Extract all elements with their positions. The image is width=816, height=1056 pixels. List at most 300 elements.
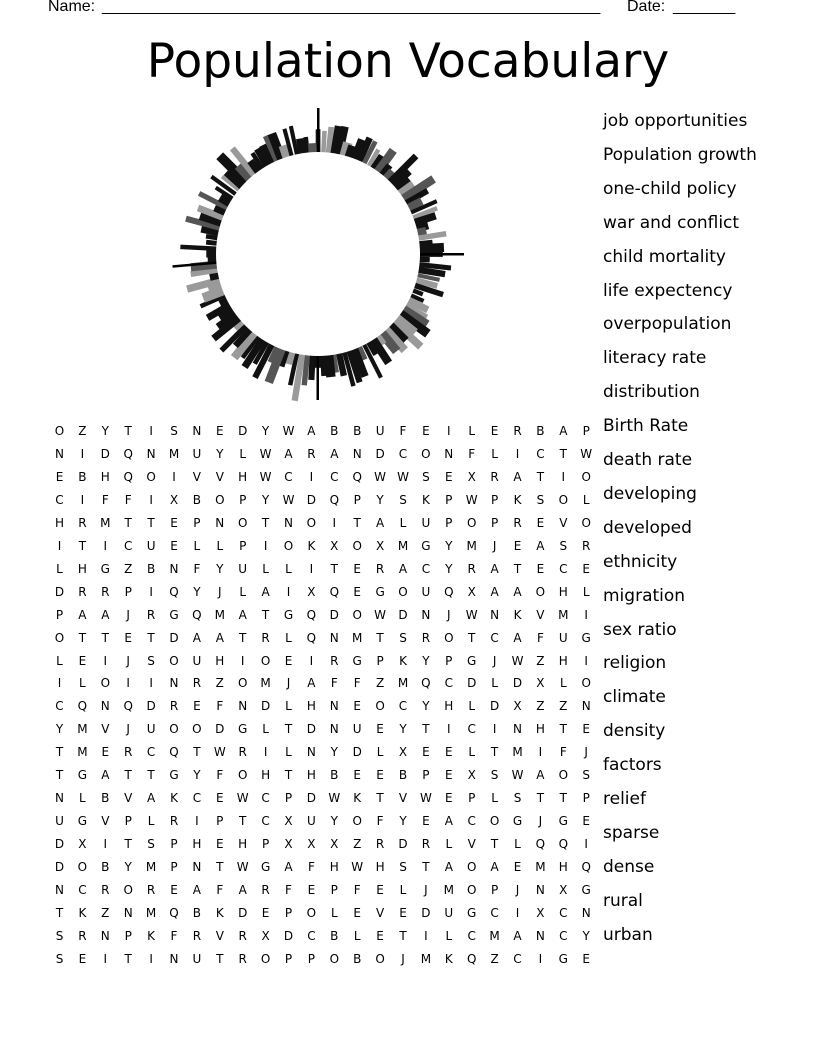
grid-letter: Y	[422, 699, 430, 714]
grid-letter: V	[215, 469, 224, 484]
grid-letter: O	[558, 492, 569, 507]
grid-letter: B	[78, 469, 87, 484]
name-line: ________________________________________________________	[102, 0, 601, 15]
grid-letter: H	[535, 722, 545, 737]
grid-letter: K	[399, 653, 407, 668]
grid-letter: Y	[261, 424, 270, 438]
grid-letter: O	[237, 768, 248, 783]
grid-letter: U	[238, 561, 248, 576]
grid-letter: R	[582, 538, 591, 553]
grid-letter: A	[238, 883, 247, 897]
grid-letter: E	[78, 653, 87, 668]
grid-letter: C	[559, 561, 568, 576]
grid-letter: T	[468, 630, 476, 645]
grid-letter: X	[536, 676, 545, 691]
grid-letter: Y	[399, 814, 407, 829]
grid-letter: F	[353, 676, 361, 691]
grid-letter: T	[216, 860, 224, 875]
grid-letter: T	[559, 446, 567, 461]
grid-letter: H	[192, 837, 202, 852]
grid-letter: Q	[306, 607, 317, 622]
grid-letter: N	[169, 561, 179, 576]
grid-letter: P	[490, 883, 499, 897]
grid-letter: T	[422, 722, 430, 737]
grid-letter: D	[238, 424, 248, 438]
grid-letter: I	[263, 745, 268, 760]
grid-letter: Q	[169, 745, 179, 760]
grid-letter: G	[421, 538, 431, 553]
grid-letter: U	[306, 814, 316, 829]
grid-letter: E	[170, 538, 178, 553]
grid-letter: W	[465, 607, 478, 622]
grid-letter: F	[468, 446, 476, 461]
header-fields	[48, 0, 748, 20]
grid-letter: Q	[123, 699, 133, 714]
grid-letter: N	[55, 791, 64, 806]
grid-letter: D	[238, 905, 248, 920]
grid-letter: I	[126, 676, 130, 691]
grid-letter: L	[239, 584, 247, 599]
grid-letter: H	[558, 584, 568, 599]
grid-letter: A	[192, 630, 201, 645]
grid-letter: B	[330, 928, 339, 943]
grid-letter: I	[561, 469, 566, 484]
grid-letter: R	[261, 630, 270, 645]
grid-letter: A	[101, 607, 110, 622]
grid-letter: M	[489, 928, 500, 943]
grid-letter: C	[146, 745, 156, 760]
grid-letter: D	[100, 446, 110, 461]
grid-letter: D	[260, 699, 271, 714]
grid-letter: A	[101, 768, 110, 783]
grid-letter: Q	[192, 607, 202, 622]
grid-letter: A	[513, 584, 522, 599]
grid-letter: T	[124, 515, 132, 530]
grid-letter: K	[170, 791, 178, 806]
grid-letter: O	[375, 951, 385, 966]
grid-letter: I	[57, 538, 62, 553]
grid-letter: T	[536, 469, 545, 484]
grid-letter: A	[490, 584, 499, 599]
grid-letter: L	[330, 905, 338, 920]
grid-letter: Z	[490, 951, 499, 966]
grid-letter: O	[352, 814, 362, 829]
grid-letter: X	[513, 699, 522, 714]
grid-letter: O	[215, 492, 225, 507]
grid-letter: N	[215, 515, 225, 530]
grid-letter: R	[330, 653, 339, 668]
grid-letter: M	[77, 722, 88, 737]
grid-letter: Z	[101, 905, 110, 920]
grid-letter: I	[447, 722, 451, 737]
grid-letter: T	[124, 424, 132, 438]
grid-letter: T	[513, 561, 522, 576]
word-list-item: Population growth	[603, 144, 757, 165]
grid-letter: Y	[376, 492, 384, 507]
grid-letter: M	[535, 860, 546, 875]
grid-letter: X	[375, 538, 385, 553]
grid-letter: F	[353, 883, 361, 897]
grid-letter: Y	[445, 538, 453, 553]
grid-letter: E	[170, 515, 178, 530]
grid-letter: E	[582, 951, 590, 966]
grid-letter: L	[399, 883, 407, 897]
grid-letter: R	[467, 561, 476, 576]
grid-letter: K	[215, 905, 224, 920]
grid-letter: I	[492, 722, 497, 737]
grid-letter: U	[558, 630, 568, 645]
grid-letter: I	[149, 492, 153, 507]
grid-letter: M	[77, 745, 88, 760]
grid-letter: N	[55, 446, 64, 461]
grid-letter: G	[467, 905, 477, 920]
grid-letter: I	[584, 837, 588, 852]
grid-letter: H	[238, 837, 248, 852]
grid-letter: S	[536, 492, 545, 507]
grid-letter: W	[511, 653, 524, 668]
grid-letter: V	[375, 905, 385, 920]
grid-letter: R	[261, 883, 270, 897]
grid-letter: O	[558, 768, 569, 783]
grid-letter: C	[284, 469, 293, 484]
grid-letter: B	[192, 492, 201, 507]
grid-letter: R	[124, 745, 133, 760]
grid-letter: H	[306, 699, 316, 714]
grid-letter: F	[399, 424, 407, 438]
grid-letter: I	[515, 446, 520, 461]
grid-letter: Q	[352, 469, 362, 484]
grid-letter: I	[538, 745, 543, 760]
grid-letter: S	[490, 768, 499, 783]
grid-letter: H	[215, 653, 225, 668]
word-list-item: developing	[603, 483, 697, 504]
grid-letter: J	[218, 584, 222, 599]
grid-letter: W	[511, 768, 524, 783]
grid-letter: T	[216, 951, 224, 966]
grid-letter: J	[584, 745, 588, 760]
grid-letter: H	[329, 860, 339, 875]
grid-letter: X	[559, 883, 568, 897]
grid-letter: D	[306, 722, 317, 737]
grid-letter: O	[352, 607, 362, 622]
grid-letter: N	[490, 607, 500, 622]
grid-letter: U	[444, 905, 454, 920]
grid-letter: T	[55, 745, 64, 760]
grid-letter: D	[421, 905, 431, 920]
grid-letter: B	[101, 860, 110, 875]
grid-letter: J	[538, 814, 543, 829]
grid-letter: E	[582, 814, 590, 829]
grid-letter: R	[169, 699, 179, 714]
grid-letter: I	[57, 676, 62, 691]
grid-letter: F	[216, 883, 224, 897]
grid-letter: U	[421, 584, 431, 599]
grid-letter: O	[283, 538, 294, 553]
grid-letter: T	[147, 515, 155, 530]
grid-letter: N	[100, 699, 110, 714]
grid-letter: P	[239, 538, 247, 553]
grid-letter: N	[192, 860, 202, 875]
grid-letter: L	[559, 676, 567, 691]
grid-letter: P	[353, 492, 361, 507]
grid-letter: S	[399, 492, 407, 507]
grid-letter: L	[491, 791, 498, 806]
grid-letter: L	[445, 928, 453, 943]
grid-letter: P	[170, 837, 178, 852]
grid-letter: E	[353, 561, 361, 576]
grid-letter: O	[352, 538, 362, 553]
grid-letter: K	[147, 928, 156, 943]
grid-letter: S	[170, 424, 178, 438]
grid-letter: Y	[101, 424, 109, 438]
grid-letter: I	[263, 538, 268, 553]
grid-letter: G	[558, 951, 568, 966]
grid-letter: M	[420, 951, 432, 966]
grid-letter: J	[126, 722, 130, 737]
grid-letter: Y	[422, 653, 430, 668]
grid-letter: N	[192, 424, 202, 438]
grid-letter: F	[170, 928, 178, 943]
grid-letter: E	[193, 699, 201, 714]
grid-letter: S	[582, 768, 590, 783]
grid-letter: I	[172, 469, 176, 484]
grid-letter: Q	[169, 905, 179, 920]
grid-letter: L	[79, 791, 86, 806]
grid-letter: S	[422, 469, 430, 484]
grid-letter: P	[124, 928, 132, 943]
grid-letter: C	[261, 814, 270, 829]
grid-letter: H	[558, 653, 568, 668]
grid-letter: E	[536, 515, 545, 530]
grid-letter: E	[307, 883, 316, 897]
grid-letter: Y	[399, 722, 407, 737]
grid-letter: B	[330, 424, 339, 438]
skyline-spire	[317, 350, 320, 400]
grid-letter: F	[216, 699, 224, 714]
word-list-item: one-child policy	[603, 178, 737, 199]
grid-letter: O	[444, 630, 454, 645]
grid-letter: Z	[124, 561, 133, 576]
grid-letter: A	[490, 860, 499, 875]
word-list-item: religion	[603, 653, 667, 674]
grid-letter: X	[467, 768, 476, 783]
grid-letter: R	[375, 561, 385, 576]
grid-letter: G	[77, 768, 88, 783]
grid-letter: E	[353, 905, 361, 920]
grid-letter: N	[581, 699, 591, 714]
grid-letter: P	[239, 492, 247, 507]
grid-letter: N	[55, 883, 64, 897]
grid-letter: Q	[306, 630, 317, 645]
grid-letter: X	[261, 928, 270, 943]
grid-letter: E	[399, 905, 407, 920]
grid-letter: U	[192, 653, 202, 668]
grid-letter: D	[283, 928, 294, 943]
grid-letter: W	[282, 424, 295, 438]
grid-letter: E	[170, 883, 178, 897]
grid-letter: F	[376, 814, 384, 829]
grid-letter: X	[307, 837, 316, 852]
grid-letter: W	[374, 607, 387, 622]
grid-letter: J	[492, 538, 497, 553]
grid-letter: B	[398, 768, 408, 783]
grid-letter: H	[444, 699, 454, 714]
grid-letter: Q	[444, 584, 454, 599]
grid-letter: K	[444, 951, 453, 966]
grid-letter: H	[238, 469, 248, 484]
grid-letter: M	[397, 676, 409, 691]
grid-letter: O	[535, 584, 546, 599]
grid-letter: R	[421, 630, 431, 645]
grid-letter: H	[77, 561, 87, 576]
grid-letter: O	[581, 469, 591, 484]
grid-letter: D	[512, 676, 523, 691]
grid-letter: A	[284, 446, 293, 461]
grid-letter: J	[401, 951, 405, 966]
grid-letter: L	[262, 722, 269, 737]
grid-letter: W	[351, 860, 364, 875]
grid-letter: C	[467, 814, 476, 829]
grid-letter: T	[239, 814, 247, 829]
grid-letter: I	[309, 653, 314, 668]
grid-letter: K	[78, 905, 87, 920]
grid-letter: B	[353, 951, 362, 966]
word-list-item: relief	[603, 789, 646, 809]
grid-letter: O	[123, 883, 133, 897]
grid-letter: Y	[124, 860, 132, 875]
grid-letter: Q	[558, 837, 569, 852]
grid-letter: W	[259, 446, 272, 461]
grid-letter: G	[375, 584, 385, 599]
grid-letter: V	[536, 607, 545, 622]
grid-letter: A	[78, 607, 87, 622]
grid-letter: S	[55, 928, 64, 943]
grid-letter: L	[285, 630, 292, 645]
grid-letter: I	[240, 653, 245, 668]
grid-letter: E	[490, 424, 499, 438]
word-list-item: rural	[603, 890, 643, 911]
grid-letter: V	[559, 515, 568, 530]
grid-letter: R	[78, 515, 87, 530]
grid-letter: Y	[330, 745, 338, 760]
grid-letter: K	[421, 492, 430, 507]
grid-letter: O	[54, 424, 65, 438]
grid-letter: X	[307, 584, 316, 599]
grid-letter: N	[421, 607, 431, 622]
grid-letter: L	[262, 561, 269, 576]
grid-letter: S	[399, 860, 407, 875]
grid-letter: H	[306, 768, 316, 783]
grid-letter: D	[54, 860, 65, 875]
grid-letter: L	[491, 446, 498, 461]
grid-letter: W	[465, 492, 478, 507]
word-list-item: literacy rate	[603, 348, 707, 369]
grid-letter: G	[169, 768, 179, 783]
grid-letter: Q	[123, 446, 133, 461]
grid-letter: E	[376, 722, 384, 737]
grid-letter: A	[513, 469, 522, 484]
grid-letter: N	[146, 446, 156, 461]
grid-letter: E	[513, 860, 522, 875]
grid-letter: D	[215, 722, 225, 737]
grid-letter: E	[101, 745, 110, 760]
grid-letter: U	[421, 515, 431, 530]
grid-letter: T	[147, 630, 155, 645]
grid-letter: N	[169, 951, 179, 966]
date-line: _______	[673, 0, 736, 15]
grid-letter: Q	[581, 860, 591, 875]
grid-letter: N	[581, 905, 591, 920]
grid-letter: T	[559, 722, 567, 737]
grid-letter: A	[192, 883, 201, 897]
grid-letter: Y	[55, 722, 64, 737]
grid-letter: D	[467, 676, 477, 691]
grid-letter: M	[214, 607, 225, 622]
grid-letter: O	[581, 515, 591, 530]
grid-letter: S	[399, 630, 407, 645]
grid-letter: T	[376, 791, 384, 806]
grid-letter: V	[101, 722, 110, 737]
grid-letter: I	[515, 905, 520, 920]
grid-letter: F	[330, 676, 338, 691]
grid-letter: L	[468, 745, 476, 760]
grid-letter: E	[445, 791, 453, 806]
grid-letter: P	[193, 515, 201, 530]
grid-letter: E	[78, 951, 87, 966]
grid-letter: L	[56, 653, 63, 668]
grid-letter: P	[261, 837, 270, 852]
grid-letter: E	[216, 837, 224, 852]
grid-letter: Z	[536, 653, 545, 668]
grid-letter: E	[422, 745, 430, 760]
grid-letter: B	[353, 424, 362, 438]
grid-letter: H	[261, 768, 271, 783]
grid-letter: E	[422, 814, 430, 829]
grid-letter: M	[168, 446, 180, 461]
grid-letter: I	[149, 424, 153, 438]
grid-letter: T	[78, 538, 87, 553]
grid-letter: R	[169, 814, 179, 829]
grid-letter: C	[398, 699, 408, 714]
grid-letter: S	[147, 837, 155, 852]
word-list-item: urban	[603, 924, 653, 945]
grid-letter: U	[146, 538, 156, 553]
word-list-item: job opportunities	[603, 111, 748, 131]
grid-letter: D	[398, 837, 408, 852]
grid-letter: R	[513, 515, 522, 530]
grid-letter: R	[146, 607, 156, 622]
grid-letter: F	[559, 745, 567, 760]
grid-letter: Y	[216, 446, 224, 461]
grid-letter: Q	[123, 469, 133, 484]
word-list-item: ethnicity	[603, 551, 678, 572]
grid-letter: N	[169, 676, 179, 691]
grid-letter: N	[329, 630, 339, 645]
grid-letter: L	[582, 492, 590, 507]
grid-letter: O	[466, 515, 477, 530]
grid-letter: X	[467, 584, 476, 599]
grid-letter: L	[491, 676, 498, 691]
grid-letter: A	[398, 561, 408, 576]
grid-letter: N	[329, 699, 339, 714]
city-skyline-ring-image	[170, 108, 466, 404]
grid-letter: Z	[215, 676, 224, 691]
grid-letter: A	[375, 515, 385, 530]
grid-letter: I	[538, 951, 543, 966]
grid-letter: T	[490, 745, 499, 760]
word-list-item: climate	[603, 687, 666, 708]
grid-letter: M	[443, 883, 454, 897]
